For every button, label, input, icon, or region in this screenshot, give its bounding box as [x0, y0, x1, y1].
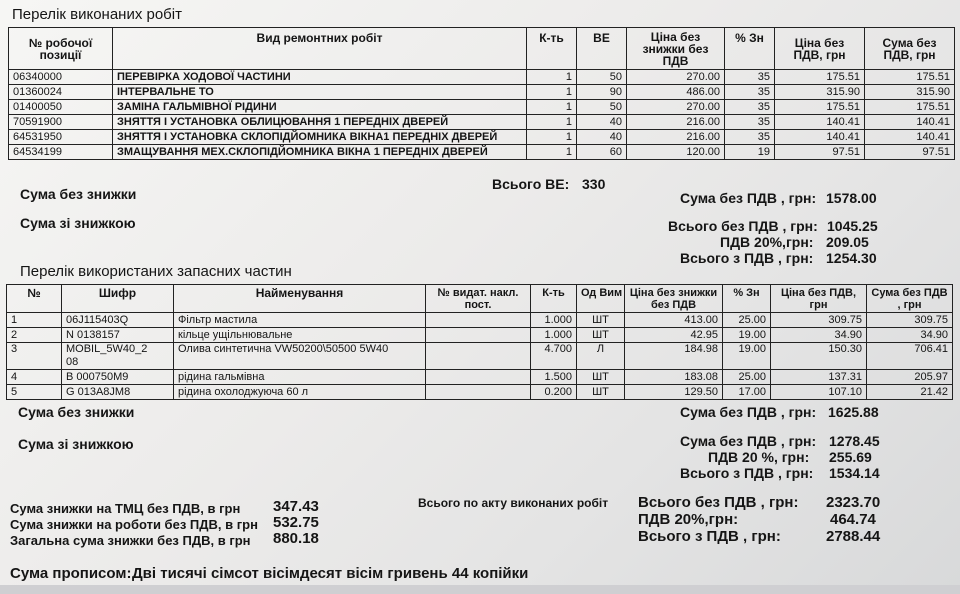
- parts-total-no-vat-label: Сума без ПДВ , грн:: [680, 433, 817, 449]
- works-cell-code: 70591900: [9, 115, 113, 130]
- parts-sum-with-disc-label: Сума зі знижкою: [18, 436, 134, 452]
- parts-cell-name: Олива синтетична VW50200\50500 5W40: [174, 343, 426, 370]
- parts-cell-sum: 205.97: [867, 370, 953, 385]
- in-words-label: Сума прописом:: [10, 565, 132, 582]
- parts-cell-qty: 4.700: [531, 343, 577, 370]
- works-total-ve: 330: [582, 176, 606, 192]
- works-cell-name: ЗНЯТТЯ І УСТАНОВКА ОБЛИЦЮВАННЯ 1 ПЕРЕДНІХ ДВЕРЕЙ: [113, 115, 527, 130]
- parts-cell-n: 4: [7, 370, 62, 385]
- parts-cell-inv: [426, 370, 531, 385]
- parts-cell-inv: [426, 343, 531, 370]
- parts-cell-price: 129.50: [625, 385, 723, 400]
- works-col-position: № робочої позиції: [9, 28, 113, 70]
- works-cell-price: 270.00: [627, 100, 725, 115]
- works-cell-name: ЗНЯТТЯ І УСТАНОВКА СКЛОПІДЙОМНИКА ВІКНА1 ПЕРЕДНІХ ДВЕРЕЙ: [113, 130, 527, 145]
- parts-col-code: Шифр: [62, 285, 174, 313]
- works-cell-code: 64531950: [9, 130, 113, 145]
- parts-cell-disc: 25.00: [723, 313, 771, 328]
- parts-cell-sum: 34.90: [867, 328, 953, 343]
- works-cell-net: 140.41: [775, 115, 865, 130]
- works-sum-no-vat-label: Сума без ПДВ , грн:: [680, 190, 817, 206]
- works-cell-price: 216.00: [627, 130, 725, 145]
- works-cell-sum: 175.51: [865, 70, 955, 85]
- works-cell-code: 06340000: [9, 70, 113, 85]
- works-cell-sum: 140.41: [865, 130, 955, 145]
- works-sum-no-vat: 1578.00: [826, 190, 877, 206]
- parts-cell-net: 309.75: [771, 313, 867, 328]
- parts-cell-net: 150.30: [771, 343, 867, 370]
- parts-cell-inv: [426, 313, 531, 328]
- parts-cell-code: N 0138157: [62, 328, 174, 343]
- works-cell-ve: 40: [577, 130, 627, 145]
- disc-total-label: Загальна сума знижки без ПДВ, в грн: [10, 533, 251, 548]
- works-total-no-vat: 1045.25: [827, 218, 878, 234]
- works-row: [9, 145, 955, 160]
- parts-vat-label: ПДВ 20 %, грн:: [708, 449, 810, 465]
- parts-cell-name: рідина охолоджуюча 60 л: [174, 385, 426, 400]
- works-header-row: [9, 28, 955, 70]
- works-sum-with-disc-label: Сума зі знижкою: [20, 215, 136, 231]
- parts-col-sum: Сума без ПДВ , грн: [867, 285, 953, 313]
- works-vat: 209.05: [826, 234, 869, 250]
- works-cell-qty: 1: [527, 130, 577, 145]
- disc-work-label: Сума знижки на роботи без ПДВ, в грн: [10, 517, 258, 532]
- works-cell-code: 64534199: [9, 145, 113, 160]
- parts-col-qty: К-ть: [531, 285, 577, 313]
- works-cell-code: 01360024: [9, 85, 113, 100]
- works-total-vat-label: Всього з ПДВ , грн:: [680, 250, 814, 266]
- works-cell-qty: 1: [527, 145, 577, 160]
- grand-vat: 464.74: [830, 511, 876, 528]
- works-cell-disc: 35: [725, 85, 775, 100]
- works-cell-net: 140.41: [775, 130, 865, 145]
- works-cell-ve: 40: [577, 115, 627, 130]
- works-cell-price: 120.00: [627, 145, 725, 160]
- works-table: [8, 27, 955, 160]
- parts-sum-no-vat-label: Сума без ПДВ , грн:: [680, 404, 817, 420]
- works-cell-disc: 35: [725, 70, 775, 85]
- works-cell-qty: 1: [527, 70, 577, 85]
- parts-sum-no-disc-label: Сума без знижки: [18, 404, 135, 420]
- in-words-value: Дві тисячі сімсот вісімдесят вісім гривень 44 копійки: [132, 565, 529, 582]
- parts-section-title: Перелік використаних запасних частин: [20, 263, 292, 280]
- disc-work-value: 532.75: [273, 514, 319, 531]
- works-total-vat: 1254.30: [826, 250, 877, 266]
- parts-cell-qty: 0.200: [531, 385, 577, 400]
- works-col-ve: ВЕ: [577, 28, 627, 70]
- grand-total-vat: 2788.44: [826, 528, 881, 545]
- parts-col-unit: Од Вим: [577, 285, 625, 313]
- works-cell-ve: 90: [577, 85, 627, 100]
- parts-col-name: Найменування: [174, 285, 426, 313]
- grand-total-vat-label: Всього з ПДВ , грн:: [638, 528, 781, 545]
- parts-cell-qty: 1.000: [531, 313, 577, 328]
- works-cell-name: ЗАМІНА ГАЛЬМІВНОЇ РІДИНИ: [113, 100, 527, 115]
- grand-total-no-vat-label: Всього без ПДВ , грн:: [638, 494, 799, 511]
- parts-table: [6, 284, 953, 400]
- parts-cell-n: 3: [7, 343, 62, 370]
- works-cell-ve: 50: [577, 70, 627, 85]
- parts-row: [7, 370, 953, 385]
- parts-cell-n: 5: [7, 385, 62, 400]
- works-total-ve-label: Всього ВЕ:: [492, 176, 570, 192]
- works-row: [9, 100, 955, 115]
- works-cell-sum: 315.90: [865, 85, 955, 100]
- parts-cell-disc: 17.00: [723, 385, 771, 400]
- parts-cell-price: 183.08: [625, 370, 723, 385]
- disc-total-value: 880.18: [273, 530, 319, 547]
- parts-cell-n: 2: [7, 328, 62, 343]
- works-cell-price: 270.00: [627, 70, 725, 85]
- works-section-title: Перелік виконаних робіт: [12, 6, 182, 23]
- works-cell-disc: 35: [725, 130, 775, 145]
- parts-cell-qty: 1.000: [531, 328, 577, 343]
- parts-cell-sum: 706.41: [867, 343, 953, 370]
- works-cell-name: ПЕРЕВІРКА ХОДОВОЇ ЧАСТИНИ: [113, 70, 527, 85]
- paper-edge: [0, 585, 960, 594]
- works-col-name: Вид ремонтних робіт: [113, 28, 527, 70]
- works-cell-net: 175.51: [775, 100, 865, 115]
- parts-cell-code-line2: 08: [66, 356, 79, 368]
- works-cell-sum: 97.51: [865, 145, 955, 160]
- works-cell-price: 486.00: [627, 85, 725, 100]
- works-row: [9, 70, 955, 85]
- works-col-sum: Сума без ПДВ, грн: [865, 28, 955, 70]
- parts-cell-qty: 1.500: [531, 370, 577, 385]
- parts-cell-unit: ШТ: [577, 370, 625, 385]
- parts-row: [7, 343, 953, 370]
- parts-row: [7, 313, 953, 328]
- works-cell-code: 01400050: [9, 100, 113, 115]
- parts-total-vat-label: Всього з ПДВ , грн:: [680, 465, 814, 481]
- parts-total-vat: 1534.14: [829, 465, 880, 481]
- act-total-label: Всього по акту виконаних робіт: [418, 496, 609, 510]
- parts-cell-sum: 21.42: [867, 385, 953, 400]
- parts-cell-code: G 013A8JM8: [62, 385, 174, 400]
- parts-cell-name: рідина гальмівна: [174, 370, 426, 385]
- parts-vat: 255.69: [829, 449, 872, 465]
- works-row: [9, 85, 955, 100]
- parts-cell-inv: [426, 385, 531, 400]
- disc-goods-value: 347.43: [273, 498, 319, 515]
- parts-cell-unit: ШТ: [577, 385, 625, 400]
- grand-vat-label: ПДВ 20%,грн:: [638, 511, 739, 528]
- parts-cell-price: 184.98: [625, 343, 723, 370]
- parts-cell-unit: ШТ: [577, 313, 625, 328]
- works-cell-disc: 19: [725, 145, 775, 160]
- parts-cell-sum: 309.75: [867, 313, 953, 328]
- parts-cell-net: 34.90: [771, 328, 867, 343]
- parts-cell-name: кільце ущільнювальне: [174, 328, 426, 343]
- parts-cell-unit: ШТ: [577, 328, 625, 343]
- works-cell-qty: 1: [527, 115, 577, 130]
- works-cell-ve: 50: [577, 100, 627, 115]
- parts-cell-disc: 19.00: [723, 343, 771, 370]
- works-sum-no-disc-label: Сума без знижки: [20, 186, 137, 202]
- works-col-net: Ціна без ПДВ, грн: [775, 28, 865, 70]
- works-col-qty: К-ть: [527, 28, 577, 70]
- parts-sum-no-vat: 1625.88: [828, 404, 879, 420]
- parts-col-price: Ціна без знижки без ПДВ: [625, 285, 723, 313]
- disc-goods-label: Сума знижки на ТМЦ без ПДВ, в грн: [10, 501, 241, 516]
- works-body: [9, 70, 955, 160]
- works-cell-price: 216.00: [627, 115, 725, 130]
- parts-cell-code-line1: MOBIL_5W40_2: [66, 343, 148, 355]
- works-cell-name: ІНТЕРВАЛЬНЕ ТО: [113, 85, 527, 100]
- parts-cell-inv: [426, 328, 531, 343]
- works-cell-ve: 60: [577, 145, 627, 160]
- works-cell-qty: 1: [527, 100, 577, 115]
- parts-cell-disc: 19.00: [723, 328, 771, 343]
- parts-total-no-vat: 1278.45: [829, 433, 880, 449]
- works-col-price: Ціна без знижки без ПДВ: [627, 28, 725, 70]
- works-cell-disc: 35: [725, 100, 775, 115]
- works-row: [9, 115, 955, 130]
- parts-cell-net: 137.31: [771, 370, 867, 385]
- parts-cell-code: 06J115403Q: [62, 313, 174, 328]
- parts-cell-net: 107.10: [771, 385, 867, 400]
- grand-total-no-vat: 2323.70: [826, 494, 881, 511]
- works-col-disc: % Зн: [725, 28, 775, 70]
- works-cell-net: 97.51: [775, 145, 865, 160]
- parts-header-row: [7, 285, 953, 313]
- works-cell-net: 315.90: [775, 85, 865, 100]
- parts-row: [7, 328, 953, 343]
- works-vat-label: ПДВ 20%,грн:: [720, 234, 814, 250]
- works-cell-sum: 140.41: [865, 115, 955, 130]
- works-cell-qty: 1: [527, 85, 577, 100]
- parts-col-net: Ціна без ПДВ, грн: [771, 285, 867, 313]
- works-total-no-vat-label: Всього без ПДВ , грн:: [668, 218, 818, 234]
- parts-col-n: №: [7, 285, 62, 313]
- parts-col-disc: % Зн: [723, 285, 771, 313]
- parts-cell-unit: Л: [577, 343, 625, 370]
- works-cell-name: ЗМАЩУВАННЯ МЕХ.СКЛОПІДЙОМНИКА ВІКНА 1 ПЕРЕДНІХ ДВЕРЕЙ: [113, 145, 527, 160]
- parts-cell-name: Фільтр мастила: [174, 313, 426, 328]
- works-cell-sum: 175.51: [865, 100, 955, 115]
- works-row: [9, 130, 955, 145]
- parts-cell-disc: 25.00: [723, 370, 771, 385]
- parts-body: [7, 313, 953, 400]
- parts-cell-code: B 000750M9: [62, 370, 174, 385]
- parts-row: [7, 385, 953, 400]
- parts-cell-code: [62, 343, 174, 370]
- parts-cell-price: 413.00: [625, 313, 723, 328]
- works-cell-net: 175.51: [775, 70, 865, 85]
- parts-col-invoice: № видат. накл. пост.: [426, 285, 531, 313]
- parts-cell-n: 1: [7, 313, 62, 328]
- parts-cell-price: 42.95: [625, 328, 723, 343]
- works-cell-disc: 35: [725, 115, 775, 130]
